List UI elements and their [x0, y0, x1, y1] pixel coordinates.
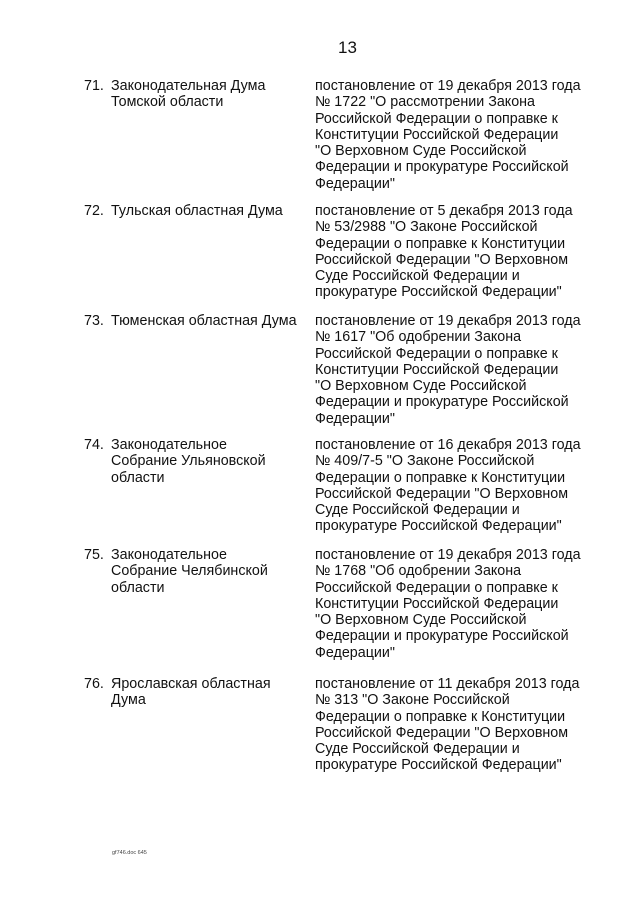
act-description: постановление от 16 декабря 2013 года № 409/7-5 "О Законе Российской Федерации о поправке к Конституции Российской Федерации "О Верховном Суде Российской Федерации и прокуратуре Российской Федерации" — [315, 437, 581, 535]
organization-name: Тульская областная Дума — [111, 203, 283, 219]
item-number: 71. — [84, 78, 104, 94]
footer-file-reference: gf746.doc 645 — [112, 850, 147, 856]
act-description: постановление от 5 декабря 2013 года № 53/2988 "О Законе Российской Федерации о поправке к Конституции Российской Федерации "О Верховном Суде Российской Федерации и прокуратуре Российской Федерации" — [315, 203, 573, 301]
item-number: 75. — [84, 547, 104, 563]
organization-name: Тюменская областная Дума — [111, 313, 297, 329]
page-number: 13 — [338, 38, 357, 57]
act-description: постановление от 19 декабря 2013 года № 1768 "Об одобрении Закона Российской Федерации о поправке к Конституции Российской Федерации "О Верховном Суде Российской Федерации и прокуратуре Российской Федерации" — [315, 547, 581, 661]
item-number: 74. — [84, 437, 104, 453]
item-number: 73. — [84, 313, 104, 329]
item-number: 72. — [84, 203, 104, 219]
organization-name: Ярославская областная Дума — [111, 676, 271, 709]
organization-name: Законодательная Дума Томской области — [111, 78, 266, 111]
organization-name: Законодательное Собрание Ульяновской области — [111, 437, 266, 486]
organization-name: Законодательное Собрание Челябинской области — [111, 547, 268, 596]
act-description: постановление от 11 декабря 2013 года № 313 "О Законе Российской Федерации о поправке к Конституции Российской Федерации "О Верховном Суде Российской Федерации и прокуратуре Российской Федерации" — [315, 676, 580, 774]
act-description: постановление от 19 декабря 2013 года № 1617 "Об одобрении Закона Российской Федерации о поправке к Конституции Российской Федерации "О Верховном Суде Российской Федерации и прокуратуре Российской Федерации" — [315, 313, 581, 427]
act-description: постановление от 19 декабря 2013 года № 1722 "О рассмотрении Закона Российской Федерации о поправке к Конституции Российской Федерации "О Верховном Суде Российской Федерации и прокуратуре Российской Федерации" — [315, 78, 581, 192]
item-number: 76. — [84, 676, 104, 692]
